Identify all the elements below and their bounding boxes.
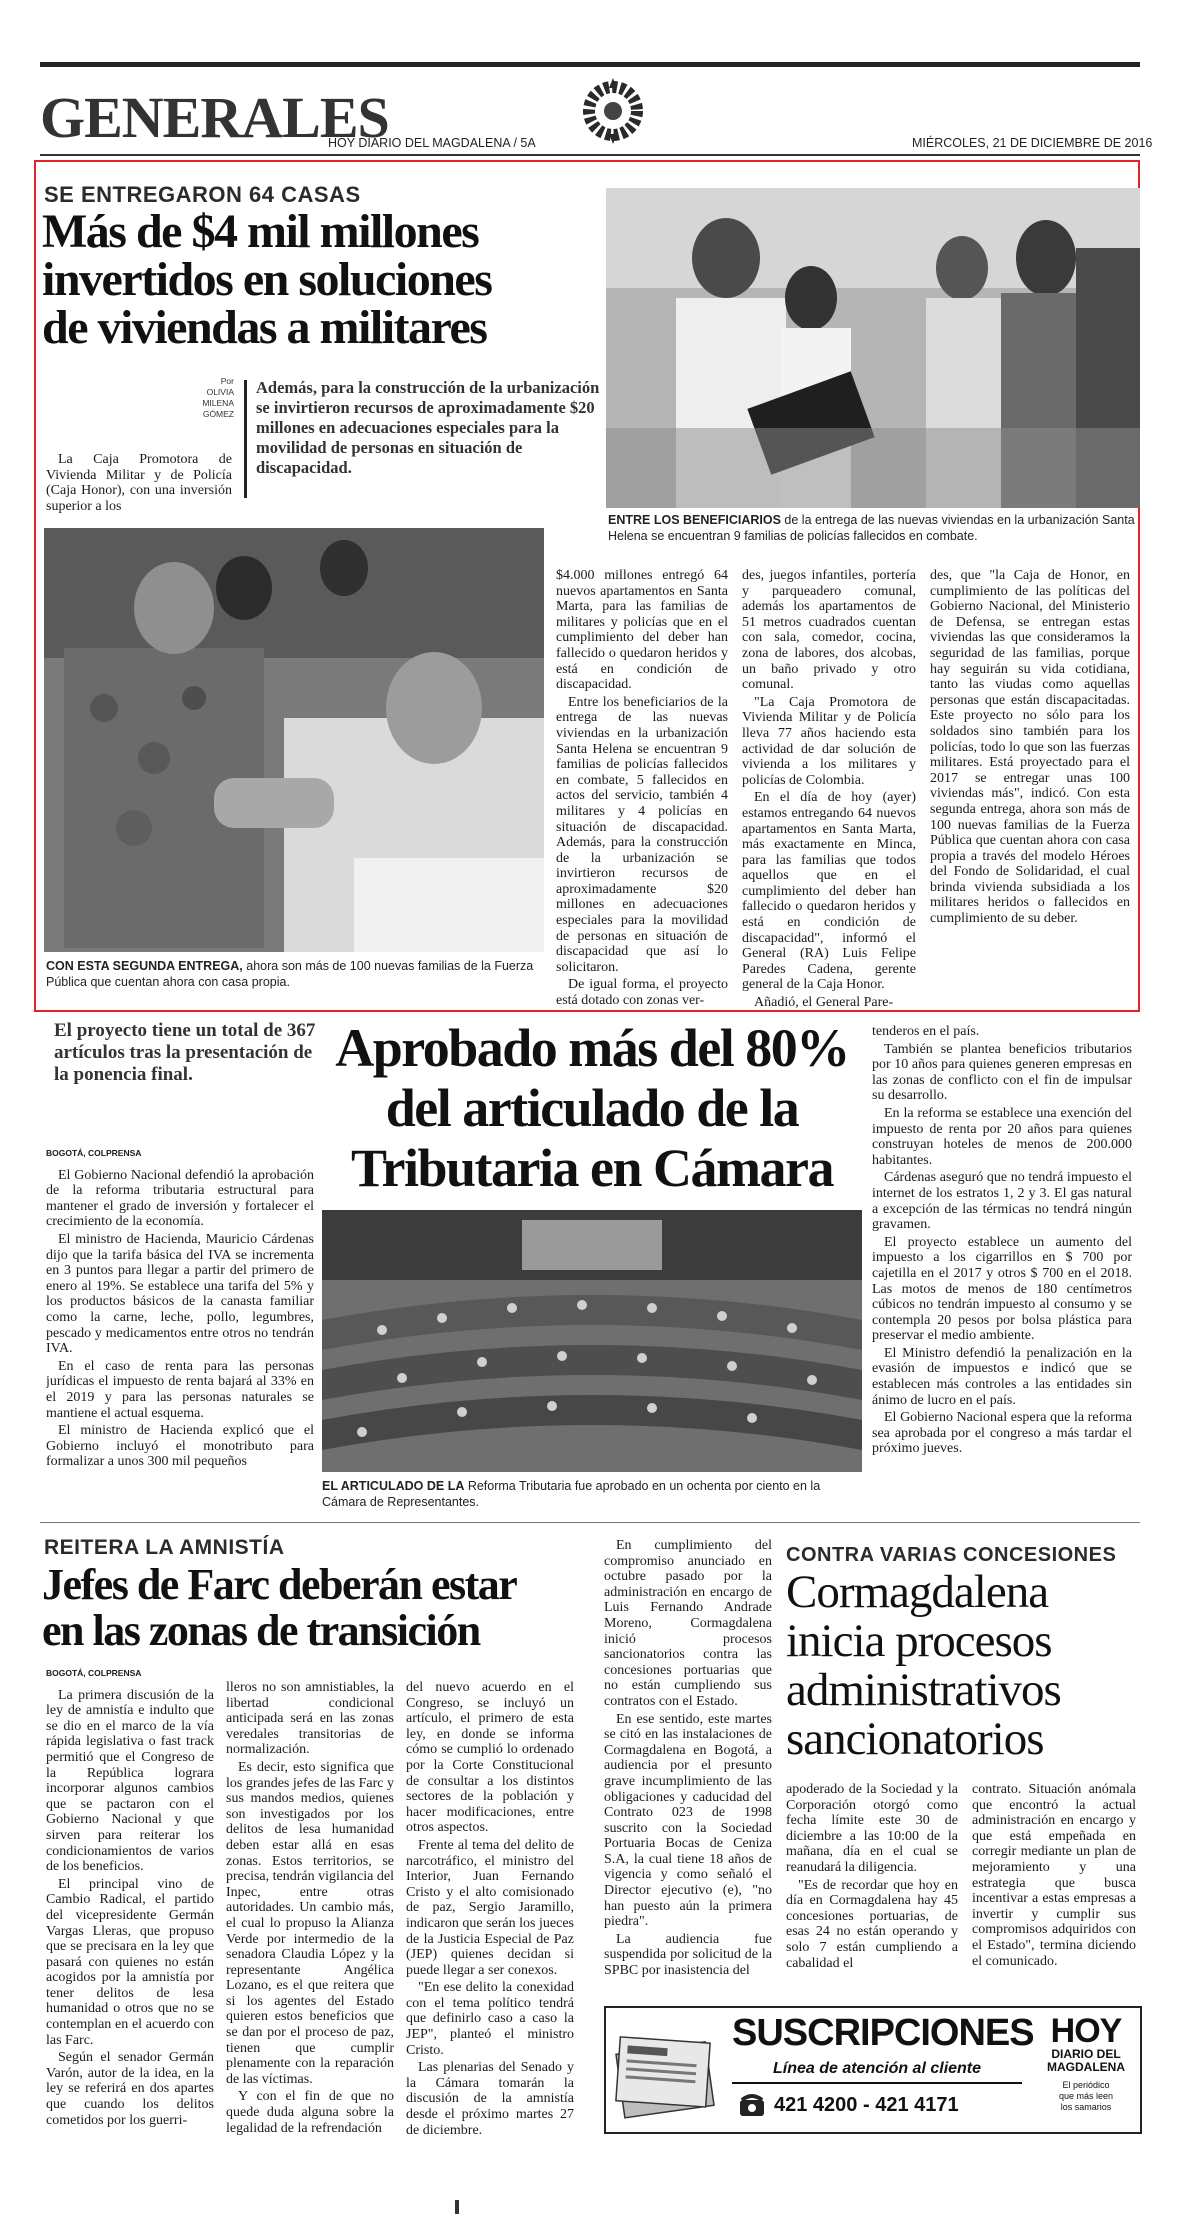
story4-column-b: [786, 1782, 958, 1992]
paragraph: De igual forma, el proyecto está dotado con zonas ver-: [556, 977, 728, 1009]
story2-headline-line: del articulado de la: [385, 1078, 799, 1138]
story1-lead-text: La Caja Promotora de Vivienda Militar y de Policía (Caja Honor), con una inversión superior a los: [46, 452, 232, 514]
section-title: GENERALES: [40, 85, 389, 150]
paragraph: El proyecto establece un aumento del impuesto a los cigarrillos en $ 700 por cajetilla en el 2017 y otros $ 700 en el 2018. Las motos de menos de 180 centímetros cúbicos no tendrán impuesto al consumo y se contempla 20 pesos por bolsa plástica para preservar el medio ambiente.: [872, 1234, 1132, 1344]
paragraph: En la reforma se establece una exención del impuesto de renta por 20 años para quienes construyan hoteles de menos de 200.000 habitantes.: [872, 1105, 1132, 1168]
byline-prefix: Por: [220, 376, 234, 386]
story4-column-c: [972, 1782, 1136, 1992]
story3-kicker: REITERA LA AMNISTÍA: [44, 1536, 285, 1559]
issue-date: MIÉRCOLES, 21 DE DICIEMBRE DE 2016: [912, 136, 1153, 150]
paragraph: Frente al tema del delito de narcotráfico, el ministro del Interior, Juan Fernando Cristo y el alto comisionado de paz, Sergio Jaramillo, indicaron que serán los jueces de la Justicia Especial de Paz (JEP) quienes decidan si puede llegar a ser conexos.: [406, 1837, 574, 1978]
story1-lead: [46, 452, 232, 516]
byline-name: MILENA: [202, 398, 234, 408]
story3-headline-line: Jefes de Farc deberán estar: [42, 1560, 517, 1609]
paragraph: Según el senador Germán Varón, autor de la idea, en la ley se referirá en dos apartes que cuando los delitos cometidos por los guerri-: [46, 2050, 214, 2128]
paragraph: En el caso de renta para las personas jurídicas el impuesto de renta bajará al 33% en el 2019 y para las personas naturales se mantiene el actual esquema.: [46, 1358, 314, 1421]
ad-subtitle-rule: [732, 2082, 1022, 2084]
story1-column-1: [556, 568, 728, 1010]
chamber-photo-caption: [322, 1478, 862, 1510]
paragraph: También se plantea beneficios tributarios por 10 años para quienes generen empresas en las zonas de conflicto con el fin de impulsar su desarrollo.: [872, 1041, 1132, 1104]
bottom-mark: [455, 2200, 459, 2214]
paragraph: "Es de recordar que hoy en día en Cormagdalena hay 45 concesiones portuarias, de esas 24 no están operando y solo 7 están cumpliendo a cabalidad el: [786, 1877, 958, 1971]
paragraph: En el día de hoy (ayer) estamos entregando 64 nuevos apartamentos en Santa Marta, más exactamente en Minca, para las familias que todos aquellos que en el cumplimiento del deber han fallecido o quedaron heridos y está en condición de discapacidad", informó el General (RA) Luis Felipe Paredes Cadena, gerente general de la Caja Honor.: [742, 790, 916, 993]
story2-headline: [318, 1018, 866, 1198]
tagline-line: los samarios: [1060, 2102, 1112, 2112]
handshake-photo: [44, 528, 544, 952]
story1-deck-rule: [244, 380, 247, 498]
paragraph: apoderado de la Sociedad y la Corporación otorgó como fecha límite este 30 de diciembre a las 10:00 de la mañana, día en el cual se reanudará la diligencia.: [786, 1782, 958, 1875]
story2-headline-line: Aprobado más del 80%: [335, 1018, 849, 1078]
ad-title: SUSCRIPCIONES: [732, 2012, 1034, 2054]
story2-dateline: BOGOTÁ, COLPRENSA: [46, 1148, 142, 1158]
paragraph: des, juegos infantiles, portería y parqueadero comunal, además los apartamentos de 51 metros cuadrados cuentan con sala, comedor, cocina, zona de labores, dos alcobas, un baño privado y otro comunal.: [742, 568, 916, 693]
paragraph: Es decir, esto significa que los grandes jefes de las Farc y sus mandos medios, quienes son investigados por los delitos de lesa humanidad deben estar allá en esas zonas. Estos territorios, se precisa, tendrán vigilancia del Inpec, entre otras autoridades. Un cambio más, el cual lo propuso la Alianza Verde por intermedio de la senadora Claudia López y la representante Angélica Lozano, es el que reitera que si los agentes del Estado quieren estos beneficios que se dan por el proceso de paz, tienen que cumplir plenamente con la reparación de las víctimas.: [226, 1759, 394, 2087]
story3-column-3: [406, 1680, 574, 2156]
story2-headline-line: Tributaria en Cámara: [351, 1138, 833, 1198]
story1-headline-line: Más de $4 mil millones: [42, 205, 479, 258]
paragraph: Entre los beneficiarios de la entrega de las nuevas viviendas en la urbanización Santa Helena se encuentran 9 familias de policías fallecidos en combate, 5 fallecidos en actos del servicio, también 4 militares y 4 policías en situación de discapacidad. Además, para la construcción de la urbanización se invirtieron recursos de aproximadamente $20 millones en adecuaciones especiales para la movilidad de personas en situación de discapacidad que así lo solicitaron.: [556, 694, 728, 975]
beneficiaries-photo: [606, 188, 1140, 508]
story1-headline-line: de viviendas a militares: [42, 301, 487, 354]
story2-right-column: [872, 1024, 1132, 1514]
paragraph: La audiencia fue suspendida por solicitud de la SPBC por inasistencia del: [604, 1931, 772, 1979]
story4-column-a: [604, 1538, 772, 1990]
paragraph: des, que "la Caja de Honor, en cumplimiento de las políticas del Gobierno Nacional, del Ministerio de Defensa, se entregan estas viviendas las que consideramos la seguridad de las familias, porque hay seguirán su vida cotidiana, tanto las viudas como aquellas personas que están discapacitadas. Este proyecto no sólo para los soldados sino también para los policías, todo lo que son las fuerzas militares. Está proyectado para el 2017 se entregar unas 100 viviendas más", indicó. Con esta segunda entrega, ahora son más de 100 nuevas familias de la Fuerza Pública que cuentan ahora con casa propia a través del modelo Héroes del Fondo de Solidaridad, el cual brinda vivienda subsidiada a los militares heridos o fallecidos en cumplimiento de su deber.: [930, 568, 1130, 927]
paragraph: El Ministro defendió la penalización en la evasión de impuestos e indicó que se establecen más controles a las entidades sin ánimo de lucro en el país.: [872, 1345, 1132, 1408]
ad-subtitle: Línea de atención al cliente: [772, 2060, 982, 2077]
paragraph: La primera discusión de la ley de amnistía e indulto que se dio en el marco de la vía rápida legislativa o fast track permitió que el Congreso de la República lograra incorporar algunos cambios que se pactaron con el Gobierno Nacional y que sirven para reiterar los condicionamientos de varios de los beneficios.: [46, 1687, 214, 1875]
story1-headline: [42, 205, 602, 354]
paragraph: El ministro de Hacienda explicó que el Gobierno incluyó el monotributo para formalizar a unos 300 mil pequeños: [46, 1423, 314, 1470]
caption-lead: CON ESTA SEGUNDA ENTREGA,: [46, 959, 243, 973]
caption-text: ahora son más de 100 nuevas familias de la Fuerza Pública que cuentan ahora con casa propia.: [46, 959, 534, 989]
header-rule: [40, 154, 1140, 156]
paragraph: Y con el fin de que no quede duda alguna sobre la legalidad de la refrendación: [226, 2089, 394, 2136]
paragraph: En ese sentido, este martes se citó en las instalaciones de Cormagdalena en Bogotá, a audiencia por el presunto grave incumplimiento de las obligaciones y caducidad del Contrato 023 de 1998 suscrito con la Sociedad Portuaria Bocas de Ceniza S.A, la cual tiene 18 años de vigencia y como señaló el Director ejecutivo (e), "no han puesto aún la primera piedra".: [604, 1711, 772, 1930]
story3-dateline: BOGOTÁ, COLPRENSA: [46, 1668, 142, 1678]
caption-lead: EL ARTICULADO DE LA: [322, 1479, 465, 1493]
story3-column-2: [226, 1680, 394, 2156]
chamber-photo: [322, 1210, 862, 1472]
paragraph: Las plenarias del Senado y la Cámara tomarán la discusión de la amnistía desde el próximo martes 27 de diciembre.: [406, 2060, 574, 2138]
section-divider: [40, 1522, 1140, 1523]
hoy-logo: [1036, 2014, 1136, 2113]
story4-headline: [786, 1568, 1136, 1764]
story4-headline-line: Cormagdalena: [786, 1566, 1049, 1618]
caption-text: de la entrega de las nuevas viviendas en la urbanización Santa Helena se encuentran 9 familias de policías fallecidos en combate.: [608, 513, 1135, 543]
top-rule: [40, 62, 1140, 67]
paragraph: del nuevo acuerdo en el Congreso, se incluyó un artículo, el primero de esta ley, en donde se informa cómo se cumplió lo ordenado por la Corte Constitucional de consultar a los distintos sectores de la población y hacer modificaciones, entre otros aspectos.: [406, 1680, 574, 1836]
tagline-line: El periódico: [1062, 2080, 1110, 2090]
story3-headline: [42, 1562, 602, 1654]
story2-pullquote: El proyecto tiene un total de 367 artículos tras la presentación de la ponencia final.: [54, 1020, 316, 1085]
wreath-emblem: [572, 70, 654, 152]
paragraph: El ministro de Hacienda, Mauricio Cárdenas dijo que la tarifa básica del IVA se incrementa en 3 puntos para llegar a partir del primero de enero al 19%. Se establece una tarifa del 5% y los productos básicos de la canasta familiar como la carne, leche, pollo, legumbres, pescado y medicamentos entre otros no tendrán IVA.: [46, 1231, 314, 1357]
paragraph: En cumplimiento del compromiso anunciado en octubre pasado por la administración en encargo de Luis Fernando Andrade Moreno, Cormagdalena inició procesos sancionatorios contra las concesiones portuarias que no están cumpliendo sus contratos con el Estado.: [604, 1538, 772, 1709]
ad-phone[interactable]: 421 4200 - 421 4171: [774, 2094, 959, 2116]
byline-name: OLIVIA: [206, 387, 234, 397]
paragraph: tenderos en el país.: [872, 1024, 980, 1039]
caption-text: Reforma Tributaria fue aprobado en un ochenta por ciento en la Cámara de Representantes.: [322, 1479, 821, 1509]
tagline-line: que más leen: [1058, 2091, 1114, 2101]
paragraph: Añadió, el General Pare-: [754, 995, 894, 1010]
paragraph: $4.000 millones entregó 64 nuevos apartamentos en Santa Marta, para las familias de militares y policías que en el cumplimiento del deber han fallecido o quedaron heridos y está en condición de discapacidad.: [556, 568, 728, 693]
beneficiaries-photo-caption: [608, 512, 1138, 544]
paragraph: El principal vino de Cambio Radical, el partido del vicepresidente Germán Vargas Lleras, que propuso que se precisara en la ley que pasará con quienes no están acogidos por la amnistía por tener delitos de lesa humanidad o otros que no se contemplan en el acuerdo con las Farc.: [46, 1876, 214, 2048]
story2-left-column: [46, 1146, 314, 1504]
story1-column-2: [742, 568, 916, 1010]
paragraph: lleros no son amnistiables, la libertad condicional anticipada será en las zonas veredales transitorias de normalización.: [226, 1680, 394, 1758]
byline-name: GÓMEZ: [202, 409, 234, 419]
handshake-photo-caption: [46, 958, 544, 990]
story1-byline: [162, 376, 234, 420]
story3-column-1: [46, 1666, 214, 2156]
subscription-ad[interactable]: [604, 2006, 1142, 2134]
paragraph: Cárdenas aseguró que no tendrá impuesto el internet de los estratos 1, 2 y 3. El gas natural a excepción de las térmicas no tendrá ningún gravamen.: [872, 1170, 1132, 1233]
logo-line: MAGDALENA: [1047, 2060, 1125, 2074]
story1-kicker: SE ENTREGARON 64 CASAS: [44, 182, 361, 207]
story4-headline-line: administrativos: [786, 1664, 1061, 1716]
paragraph: contrato. Situación anómala que encontró la actual administración en encargo y que está empeñada en corregir mediante un plan de mejoramiento y una estrategia que busca incentivar a estas empresas a invertir y cumplir sus compromisos adquiridos con el Estado", termina diciendo el comunicado.: [972, 1782, 1136, 1969]
paragraph: "En ese delito la conexidad con el tema político tendrá que definirlo caso a caso la JEP", planteó el ministro Cristo.: [406, 1980, 574, 2058]
phone-icon: [738, 2092, 766, 2118]
story4-kicker: CONTRA VARIAS CONCESIONES: [786, 1544, 1117, 1566]
paragraph: El Gobierno Nacional defendió la aprobación de la reforma tributaria estructural para mantener el grado de inversión y fortalecer el crecimiento de la economía.: [46, 1167, 314, 1230]
paper-page: HOY DIARIO DEL MAGDALENA / 5A: [328, 136, 536, 150]
story1-column-3: [930, 568, 1130, 1010]
story4-headline-line: sancionatorios: [786, 1713, 1044, 1765]
story1-headline-line: invertidos en soluciones: [42, 253, 492, 306]
newspaper-stack-illustration: [612, 2018, 716, 2122]
story3-headline-line: en las zonas de transición: [42, 1606, 480, 1655]
story4-headline-line: inicia procesos: [786, 1615, 1052, 1667]
story1-deck: Además, para la construcción de la urbanización se invirtieron recursos de aproximadamente $20 millones en adecuaciones especiales para la movilidad de personas en situación de discapacidad.: [256, 378, 600, 477]
paragraph: "La Caja Promotora de Vivienda Militar y de Policía lleva 77 años haciendo esta actividad de dar solución de vivienda a los militares y policías de Colombia.: [742, 694, 916, 788]
logo-word: HOY: [1050, 2012, 1122, 2050]
paragraph: El Gobierno Nacional espera que la reforma sea aprobada por el congreso a más tardar el próximo jueves.: [872, 1410, 1132, 1457]
logo-line: DIARIO DEL: [1051, 2047, 1121, 2061]
caption-lead: ENTRE LOS BENEFICIARIOS: [608, 513, 781, 527]
